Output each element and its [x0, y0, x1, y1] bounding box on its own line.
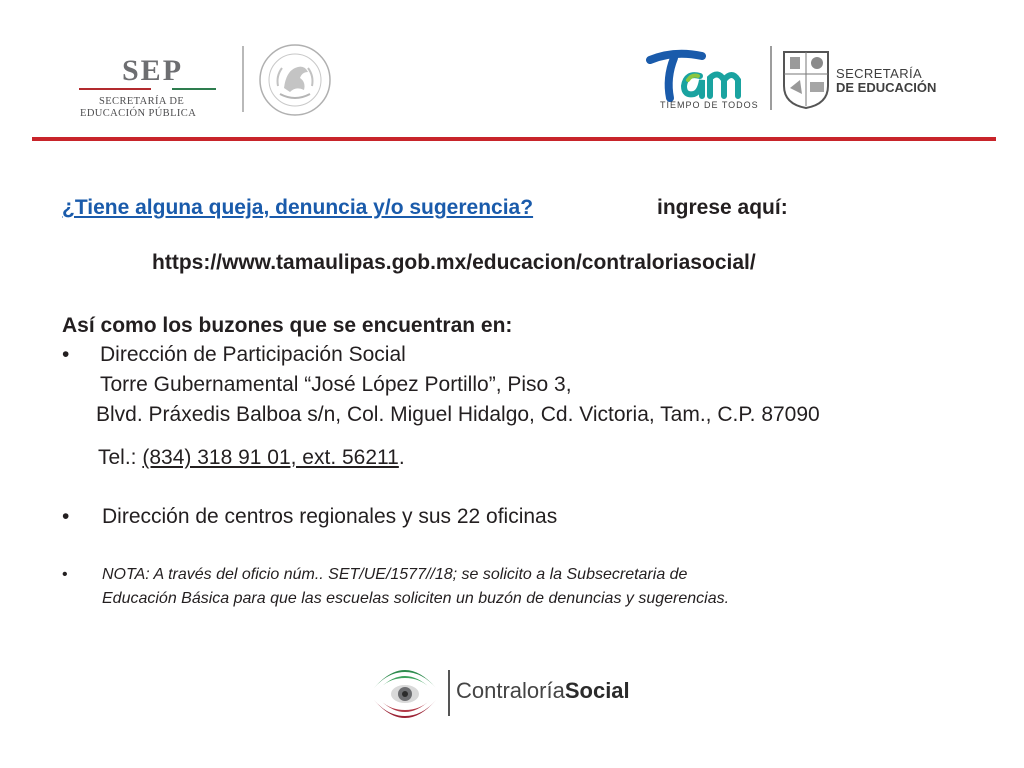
- sep-logo-red-bar: [79, 88, 151, 90]
- bullet-2: •: [62, 505, 70, 528]
- sep-logo-green-bar: [172, 88, 216, 90]
- header-red-rule: [32, 137, 996, 141]
- wordmark-bold: Social: [564, 678, 630, 703]
- phone-end: .: [398, 446, 405, 469]
- sep-logo-line2: EDUCACIÓN PÚBLICA: [80, 108, 197, 119]
- sep-logo-line1: SECRETARÍA DE: [99, 96, 185, 107]
- participation-direction-title: Dirección de Participación Social: [100, 343, 406, 366]
- mailboxes-heading: Así como los buzones que se encuentran en:: [62, 314, 513, 337]
- contraloria-url-link[interactable]: https://www.tamaulipas.gob.mx/educacion/contraloriasocial/: [152, 251, 756, 274]
- header-divider-right: [770, 46, 772, 110]
- mexican-coat-of-arms-seal-icon: [256, 42, 334, 118]
- phone-label: Tel.:: [98, 446, 143, 469]
- regional-centers-item: Dirección de centros regionales y sus 22 oficinas: [102, 505, 558, 528]
- secretaria-line2: DE EDUCACIÓN: [836, 80, 937, 95]
- note-line-2: Educación Básica para que las escuelas soliciten un buzón de denuncias y sugerencias.: [102, 590, 730, 607]
- complaint-question-link[interactable]: ¿Tiene alguna queja, denuncia y/o sugerencia?: [62, 196, 534, 219]
- contraloria-social-wordmark: [456, 678, 630, 704]
- phone-line: [98, 446, 405, 470]
- wordmark-regular: Contraloría: [456, 678, 565, 703]
- footer-divider: [448, 670, 450, 716]
- tamaulipas-coat-of-arms-icon: [780, 48, 832, 110]
- contraloria-social-emblem-icon: [370, 658, 440, 724]
- phone-number[interactable]: (834) 318 91 01, ext. 56211: [142, 446, 399, 469]
- enter-here-label: ingrese aquí:: [657, 196, 788, 219]
- address-line-1: Torre Gubernamental “José López Portillo”, Piso 3,: [100, 373, 572, 396]
- sep-logo-word: SEP: [122, 54, 184, 87]
- header-divider: [242, 46, 244, 112]
- tam-logo-tagline: TIEMPO DE TODOS: [660, 100, 759, 110]
- secretaria-line1: SECRETARÍA: [836, 66, 923, 81]
- bullet-3: •: [62, 566, 68, 583]
- address-line-2: Blvd. Práxedis Balboa s/n, Col. Miguel Hidalgo, Cd. Victoria, Tam., C.P. 87090: [96, 403, 820, 426]
- note-line-1: NOTA: A través del oficio núm.. SET/UE/1577//18; se solicito a la Subsecretaria de: [102, 566, 688, 583]
- bullet-1: •: [62, 343, 70, 366]
